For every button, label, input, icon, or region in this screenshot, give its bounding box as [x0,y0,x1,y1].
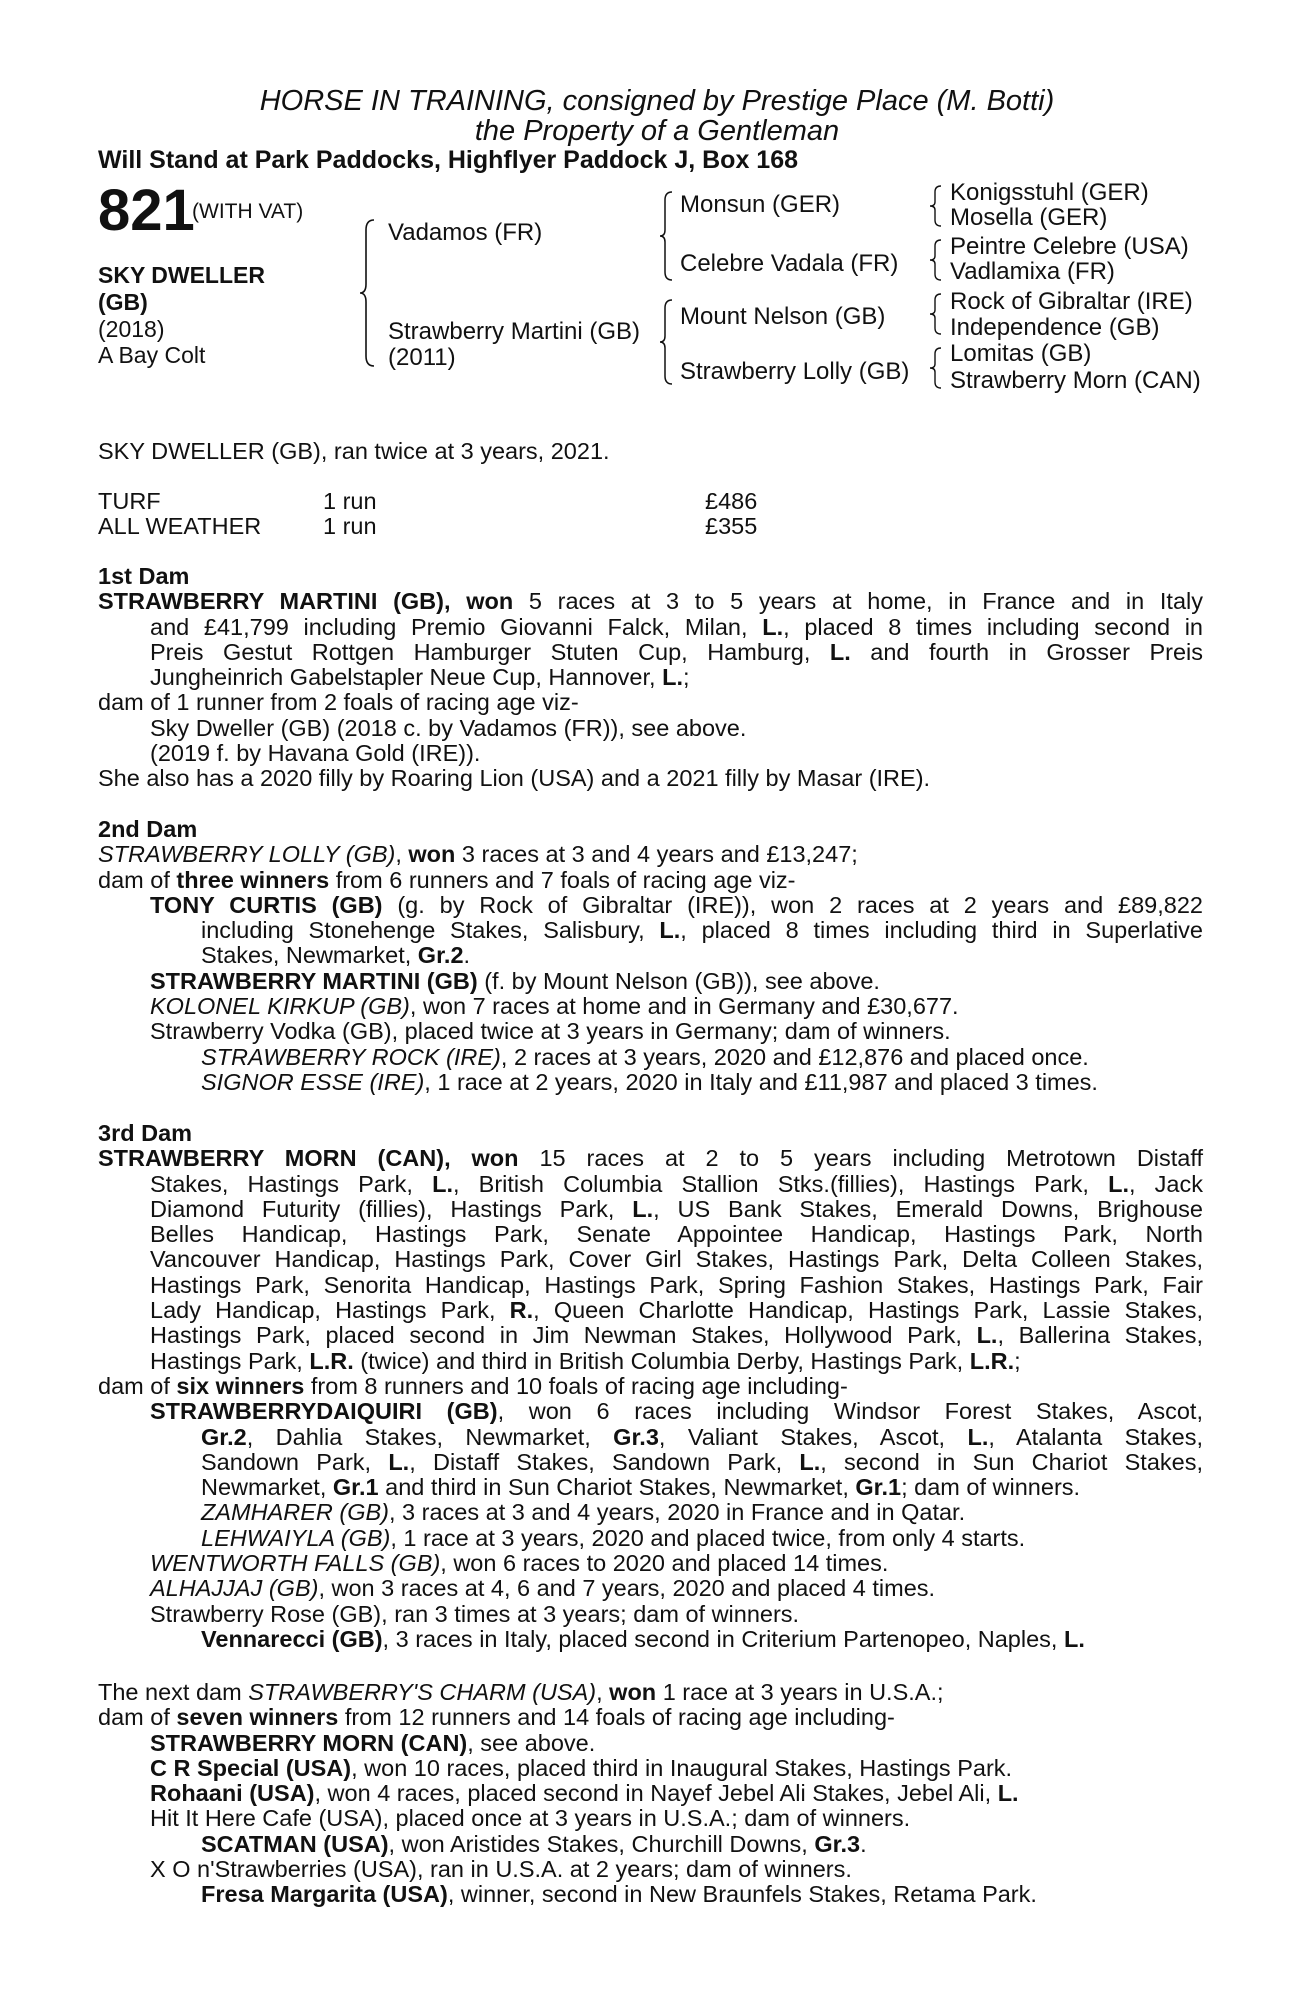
first-dam-section [98,564,1203,792]
grade: Gr.1 [332,1474,379,1501]
text: , won 3 races at 4, 6 and 7 years, 2020 and placed 4 times. [318,1575,936,1602]
text: Jungheinrich Gabelstapler Neue Cup, Hannover, [150,664,663,691]
record-earnings-turf: £486 [705,488,758,514]
ds-sire: Rock of Gibraltar (IRE) [950,288,1193,315]
text: , Jack [1128,1170,1203,1197]
produce-item: X O n'Strawberries (USA), ran in U.S.A. at 2 years; dam of winners. [150,1856,852,1883]
stand-location: Will Stand at Park Paddocks, Highflyer Paddock J, Box 168 [98,146,798,174]
text: Stakes, Newmarket, [201,942,418,969]
text: won [408,841,456,868]
second-dam-section [98,817,1203,1095]
produce-name: Vennarecci (GB) [201,1625,383,1652]
record-earnings-aw: £355 [705,513,758,539]
produce-name: STRAWBERRY ROCK (IRE) [201,1043,501,1070]
text: Hastings Park, placed second in Jim Newman Stakes, Hollywood Park, [150,1322,977,1349]
text: and fourth in Grosser Preis [850,638,1203,665]
produce-name: TONY CURTIS (GB) [150,891,383,918]
grade: L. [432,1170,453,1197]
text: Stakes, Hastings Park, [150,1170,433,1197]
text: , won 6 races to 2020 and placed 14 times. [440,1550,889,1577]
text: Hastings Park, [150,1347,310,1374]
produce-item: Strawberry Rose (GB), ran 3 times at 3 years; dam of winners. [150,1600,800,1627]
text: from 8 runners and 10 foals of racing age including- [304,1372,848,1399]
text: including Stonehenge Stakes, Salisbury, [201,917,660,944]
text: , winner, second in New Braunfels Stakes, Retama Park. [447,1881,1037,1908]
horse-name: SKY DWELLER [98,262,265,288]
text: , 1 race at 2 years, 2020 in Italy and £11,987 and placed 3 times. [424,1068,1098,1095]
grade: L. [829,638,851,665]
text: Newmarket, [201,1474,333,1501]
ss-dam: Mosella (GER) [950,204,1108,231]
dd-sire: Lomitas (GB) [950,340,1092,367]
grade: Gr.2 [417,942,464,969]
text: (twice) and third in British Columbia Derby, Hastings Park, [353,1347,970,1374]
sd-sire: Peintre Celebre (USA) [950,233,1189,260]
horse-origin: (GB) [98,289,148,315]
first-dam-heading: 1st Dam [98,563,190,589]
grade: L. [1108,1170,1129,1197]
grade: L.R. [969,1347,1015,1374]
text: , Atalanta Stakes, [988,1423,1203,1450]
produce-item: Sky Dweller (GB) (2018 c. by Vadamos (FR)), see above. [150,714,747,741]
record-runs-aw: 1 run [323,513,377,539]
third-dam-section [98,1121,1203,1652]
third-dam-heading: 3rd Dam [98,1120,193,1146]
text: Sandown Park, [201,1448,389,1475]
produce-name: STRAWBERRY MORN (CAN) [150,1729,468,1756]
race-summary: SKY DWELLER (GB), ran twice at 3 years, 2021. [98,438,610,464]
dam: Strawberry Martini (GB) [388,318,641,345]
produce-name: Fresa Margarita (USA) [201,1881,448,1908]
grade: Gr.3 [814,1830,861,1857]
sire: Vadamos (FR) [388,219,543,246]
text: Belles Handicap, Hastings Park, Senate Appointee Handicap, Hastings Park, North [150,1221,1203,1248]
foaling-year: (2018) [98,316,165,342]
text: , Dahlia Stakes, Newmarket, [246,1423,614,1450]
text: Lady Handicap, Hastings Park, [150,1297,510,1324]
grade: R. [509,1297,534,1324]
produce-name: WENTWORTH FALLS (GB) [150,1550,441,1577]
text: six winners [176,1372,305,1399]
text: . [463,942,471,969]
grade: L. [662,664,683,691]
produce-name: SIGNOR ESSE (IRE) [201,1068,425,1095]
produce-item: Hit It Here Cafe (USA), placed once at 3 years in U.S.A.; dam of winners. [150,1805,911,1832]
text: , US Bank Stakes, Emerald Downs, Brighouse [653,1195,1203,1222]
text: Preis Gestut Rottgen Hamburger Stuten Cup, Hamburg, [150,638,830,665]
text: won [609,1679,657,1705]
text: , Valiant Stakes, Ascot, [658,1423,968,1450]
text: and third in Sun Chariot Stakes, Newmarket, [378,1474,856,1501]
vat-label: (WITH VAT) [192,200,304,223]
produce-name: Rohaani (USA) [150,1780,315,1807]
grade: L. [632,1195,654,1222]
text: , Distaff Stakes, Sandown Park, [409,1448,800,1475]
record-runs-turf: 1 run [323,488,377,514]
produce-name: SCATMAN (USA) [201,1830,389,1857]
ss-sire: Konigsstuhl (GER) [950,179,1149,206]
produce-name: ALHAJJAJ (GB) [150,1575,319,1602]
text: , 3 races at 3 and 4 years, 2020 in France and in Qatar. [389,1499,966,1526]
text: and £41,799 including Premio Giovanni Falck, Milan, [150,613,763,640]
grade: Gr.1 [855,1474,902,1501]
sire-sire: Monsun (GER) [680,191,841,218]
produce-name: STRAWBERRY MARTINI (GB) [150,967,478,994]
text: dam of [98,866,177,893]
sd-dam: Vadlamixa (FR) [950,258,1115,285]
produce-note: She also has a 2020 filly by Roaring Lion (USA) and a 2021 filly by Masar (IRE). [98,765,931,792]
grade: L. [967,1423,989,1450]
horse-description: A Bay Colt [98,342,206,368]
text: dam of [98,1372,177,1399]
grade: L.R. [309,1347,354,1374]
text: 5 races at 3 to 5 years at home, in France and in Italy [513,588,1203,615]
text: , [395,841,409,868]
text: , British Columbia Stallion Stks.(fillies), Hastings Park, [452,1170,1109,1197]
grade: L. [762,613,784,640]
consignment-line: HORSE IN TRAINING, consigned by Prestige Place (M. Botti) [259,85,1055,117]
text: Diamond Futurity (fillies), Hastings Park, [150,1195,633,1222]
property-line: the Property of a Gentleman [474,115,840,147]
text: , won 6 races including Windsor Forest Stakes, Ascot, [497,1398,1203,1425]
g4-brace [930,346,944,390]
text: (g. by Rock of Gibraltar (IRE)), won 2 races at 2 years and £89,822 [382,891,1203,918]
produce-intro: dam of 1 runner from 2 foals of racing age viz- [98,689,579,716]
produce-item: Strawberry Vodka (GB), placed twice at 3 years in Germany; dam of winners. [150,1018,951,1045]
text: , see above. [467,1729,596,1756]
dam-dam: Strawberry Lolly (GB) [680,358,910,385]
sire-dam: Celebre Vadala (FR) [680,250,899,277]
grade: L. [388,1448,410,1475]
grade: Gr.2 [201,1423,247,1450]
text: from 12 runners and 14 foals of racing age including- [338,1704,895,1731]
text: , placed 8 times including second in [783,613,1204,640]
grade: L. [997,1780,1019,1807]
text: , 2 races at 3 years, 2020 and £12,876 and placed once. [500,1043,1089,1070]
text: , 3 races in Italy, placed second in Criterium Partenopeo, Naples, [382,1625,1064,1652]
text: , won 4 races, placed second in Nayef Jebel Ali Stakes, Jebel Ali, [314,1780,998,1807]
grade: L. [799,1448,821,1475]
g3-brace [930,292,944,336]
produce-name: STRAWBERRYDAIQUIRI (GB) [150,1398,498,1425]
text: , Queen Charlotte Handicap, Hastings Park, Lassie Stakes, [533,1297,1203,1324]
text: from 6 runners and 7 foals of racing age viz- [329,866,796,893]
grade: L. [976,1322,998,1349]
text: , won 7 races at home and in Germany and £30,677. [409,993,959,1020]
second-dam-heading: 2nd Dam [98,816,198,842]
text: . [860,1830,867,1857]
g1-brace [930,184,944,228]
produce-name: LEHWAIYLA (GB) [201,1524,391,1551]
text: 1 race at 3 years in U.S.A.; [656,1679,944,1705]
text: dam of [98,1704,177,1731]
next-dam-name: STRAWBERRY'S CHARM (USA) [248,1679,597,1705]
text: The next dam [98,1679,249,1705]
text: 3 races at 3 and 4 years and £13,247; [455,841,858,868]
grade: L. [1063,1625,1085,1652]
text: , Ballerina Stakes, [997,1322,1204,1349]
produce-item: (2019 f. by Havana Gold (IRE)). [150,740,481,767]
text: three winners [176,866,330,893]
text: (f. by Mount Nelson (GB)), see above. [477,967,880,994]
first-dam-name: STRAWBERRY MARTINI (GB), won [98,588,514,615]
second-dam-name: STRAWBERRY LOLLY (GB) [98,841,396,868]
text: , won 10 races, placed third in Inaugural Stakes, Hastings Park. [351,1754,1013,1781]
grade: Gr.3 [613,1423,659,1450]
g2-brace [930,238,944,282]
third-dam-name: STRAWBERRY MORN (CAN), won [98,1145,519,1172]
text: ; [682,664,690,691]
text: 15 races at 2 to 5 years including Metrotown Distaff [518,1145,1203,1172]
text: , [596,1679,610,1705]
grade: L. [659,917,681,944]
record-surface-aw: ALL WEATHER [98,513,262,539]
text: , placed 8 times including third in Superlative [680,917,1203,944]
text: ; dam of winners. [901,1474,1081,1501]
text: Vancouver Handicap, Hastings Park, Cover Girl Stakes, Hastings Park, Delta Colleen Stakes, [150,1246,1203,1273]
produce-name: KOLONEL KIRKUP (GB) [150,993,410,1020]
dam-sire: Mount Nelson (GB) [680,303,886,330]
text: Hastings Park, Senorita Handicap, Hastings Park, Spring Fashion Stakes, Hastings Park, Fair [150,1271,1203,1298]
lot-number: 821 [98,178,195,243]
text: seven winners [176,1704,339,1731]
produce-name: ZAMHARER (GB) [201,1499,389,1526]
text: , second in Sun Chariot Stakes, [820,1448,1204,1475]
ds-dam: Independence (GB) [950,314,1160,341]
text: ; [1014,1347,1021,1374]
dam-year: (2011) [388,344,456,371]
text: , won Aristides Stakes, Churchill Downs, [388,1830,815,1857]
sire-line-brace [660,190,676,282]
next-dam-section [98,1680,1203,1908]
text: , 1 race at 3 years, 2020 and placed twice, from only 4 starts. [390,1524,1026,1551]
dam-line-brace [660,298,676,386]
produce-name: C R Special (USA) [150,1754,352,1781]
pedigree-main-brace [360,218,380,368]
record-surface-turf: TURF [98,488,161,514]
dd-dam: Strawberry Morn (CAN) [950,367,1201,394]
